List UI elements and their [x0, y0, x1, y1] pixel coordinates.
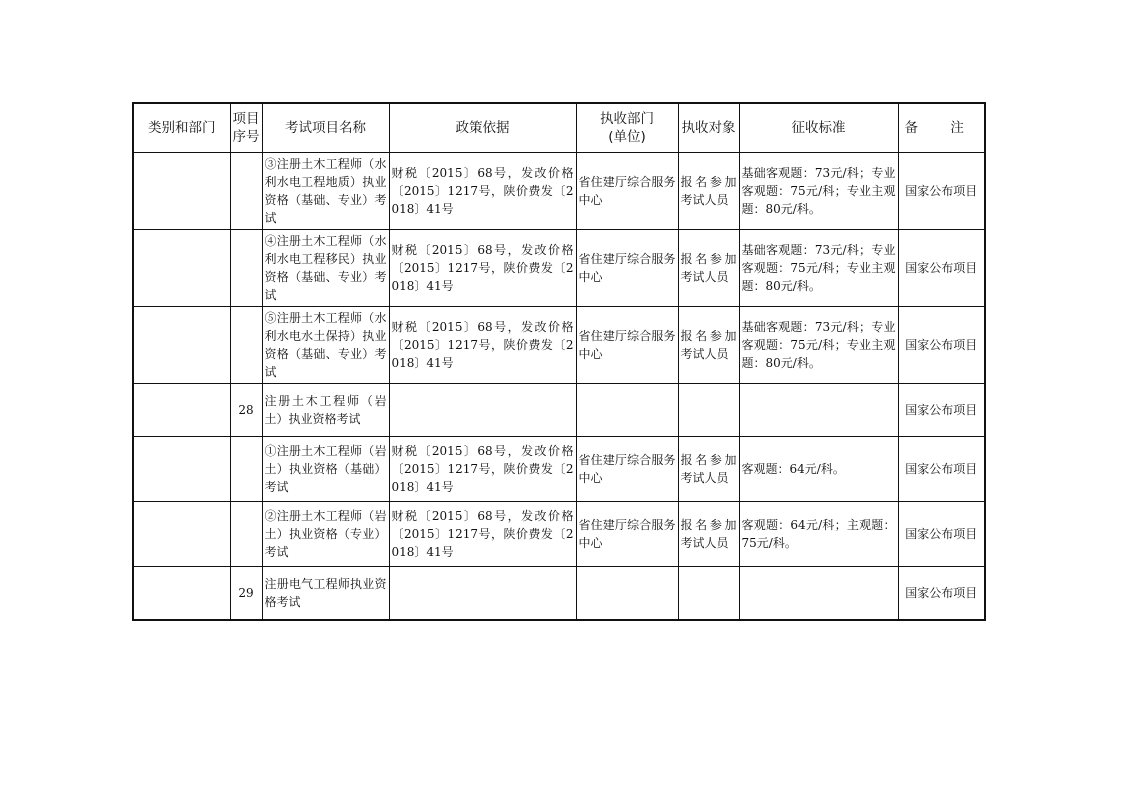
header-note: 备 注: [898, 103, 985, 153]
cell-dept: 省住建厅综合服务中心: [576, 153, 678, 230]
cell-category: [133, 153, 230, 230]
cell-policy: 财税〔2015〕68号，发改价格〔2015〕1217号，陕价费发〔2018〕41号: [389, 153, 576, 230]
cell-seq: [230, 230, 262, 307]
cell-category: [133, 230, 230, 307]
cell-dept: [576, 384, 678, 437]
cell-exam-name: 注册电气工程师执业资格考试: [262, 567, 389, 621]
cell-note: 国家公布项目: [898, 567, 985, 621]
header-dept-line2: (单位): [608, 129, 646, 145]
header-row: [133, 103, 985, 153]
header-policy: 政策依据: [389, 103, 576, 153]
cell-policy: 财税〔2015〕68号，发改价格〔2015〕1217号，陕价费发〔2018〕41号: [389, 437, 576, 502]
cell-category: [133, 502, 230, 567]
cell-note: 国家公布项目: [898, 502, 985, 567]
cell-dept: 省住建厅综合服务中心: [576, 230, 678, 307]
cell-category: [133, 384, 230, 437]
cell-standard: [739, 567, 898, 621]
cell-standard: 基础客观题：73元/科；专业客观题：75元/科；专业主观题：80元/科。: [739, 230, 898, 307]
header-dept: [576, 103, 678, 153]
header-category: 类别和部门: [133, 103, 230, 153]
cell-note: 国家公布项目: [898, 153, 985, 230]
table-row: [133, 153, 985, 230]
cell-seq: 29: [230, 567, 262, 621]
cell-exam-name: ③注册土木工程师（水利水电工程地质）执业资格（基础、专业）考试: [262, 153, 389, 230]
cell-target: 报名参加考试人员: [678, 437, 739, 502]
cell-exam-name: ⑤注册土木工程师（水利水电水土保持）执业资格（基础、专业）考试: [262, 307, 389, 384]
cell-standard: 基础客观题：73元/科；专业客观题：75元/科；专业主观题：80元/科。: [739, 307, 898, 384]
cell-policy: [389, 567, 576, 621]
header-standard: 征收标准: [739, 103, 898, 153]
cell-category: [133, 567, 230, 621]
fee-table: [132, 102, 986, 621]
header-seq-line1: 项目: [232, 111, 260, 127]
table-row: [133, 230, 985, 307]
cell-seq: [230, 437, 262, 502]
header-exam-name: 考试项目名称: [262, 103, 389, 153]
cell-standard: 客观题：64元/科；主观题：75元/科。: [739, 502, 898, 567]
cell-seq: [230, 153, 262, 230]
table-row: [133, 502, 985, 567]
cell-note: 国家公布项目: [898, 307, 985, 384]
cell-seq: 28: [230, 384, 262, 437]
cell-policy: 财税〔2015〕68号，发改价格〔2015〕1217号，陕价费发〔2018〕41号: [389, 502, 576, 567]
cell-exam-name: ④注册土木工程师（水利水电工程移民）执业资格（基础、专业）考试: [262, 230, 389, 307]
cell-policy: 财税〔2015〕68号，发改价格〔2015〕1217号，陕价费发〔2018〕41号: [389, 307, 576, 384]
cell-target: 报名参加考试人员: [678, 502, 739, 567]
cell-dept: 省住建厅综合服务中心: [576, 307, 678, 384]
cell-exam-name: ②注册土木工程师（岩土）执业资格（专业）考试: [262, 502, 389, 567]
cell-standard: 基础客观题：73元/科；专业客观题：75元/科；专业主观题：80元/科。: [739, 153, 898, 230]
cell-standard: 客观题：64元/科。: [739, 437, 898, 502]
cell-dept: 省住建厅综合服务中心: [576, 502, 678, 567]
cell-standard: [739, 384, 898, 437]
header-seq: [230, 103, 262, 153]
cell-seq: [230, 502, 262, 567]
cell-target: [678, 567, 739, 621]
header-target: 执收对象: [678, 103, 739, 153]
cell-exam-name: 注册土木工程师（岩土）执业资格考试: [262, 384, 389, 437]
cell-exam-name: ①注册土木工程师（岩土）执业资格（基础）考试: [262, 437, 389, 502]
cell-note: 国家公布项目: [898, 384, 985, 437]
cell-dept: [576, 567, 678, 621]
cell-note: 国家公布项目: [898, 437, 985, 502]
cell-policy: [389, 384, 576, 437]
table-row: [133, 437, 985, 502]
cell-target: 报名参加考试人员: [678, 307, 739, 384]
cell-policy: 财税〔2015〕68号，发改价格〔2015〕1217号，陕价费发〔2018〕41号: [389, 230, 576, 307]
cell-target: 报名参加考试人员: [678, 230, 739, 307]
cell-category: [133, 307, 230, 384]
cell-dept: 省住建厅综合服务中心: [576, 437, 678, 502]
table-row: [133, 567, 985, 621]
cell-note: 国家公布项目: [898, 230, 985, 307]
cell-target: [678, 384, 739, 437]
cell-seq: [230, 307, 262, 384]
table-row: [133, 307, 985, 384]
cell-target: 报名参加考试人员: [678, 153, 739, 230]
header-seq-line2: 序号: [232, 129, 260, 145]
table-row: [133, 384, 985, 437]
header-dept-line1: 执收部门: [600, 111, 654, 127]
cell-category: [133, 437, 230, 502]
